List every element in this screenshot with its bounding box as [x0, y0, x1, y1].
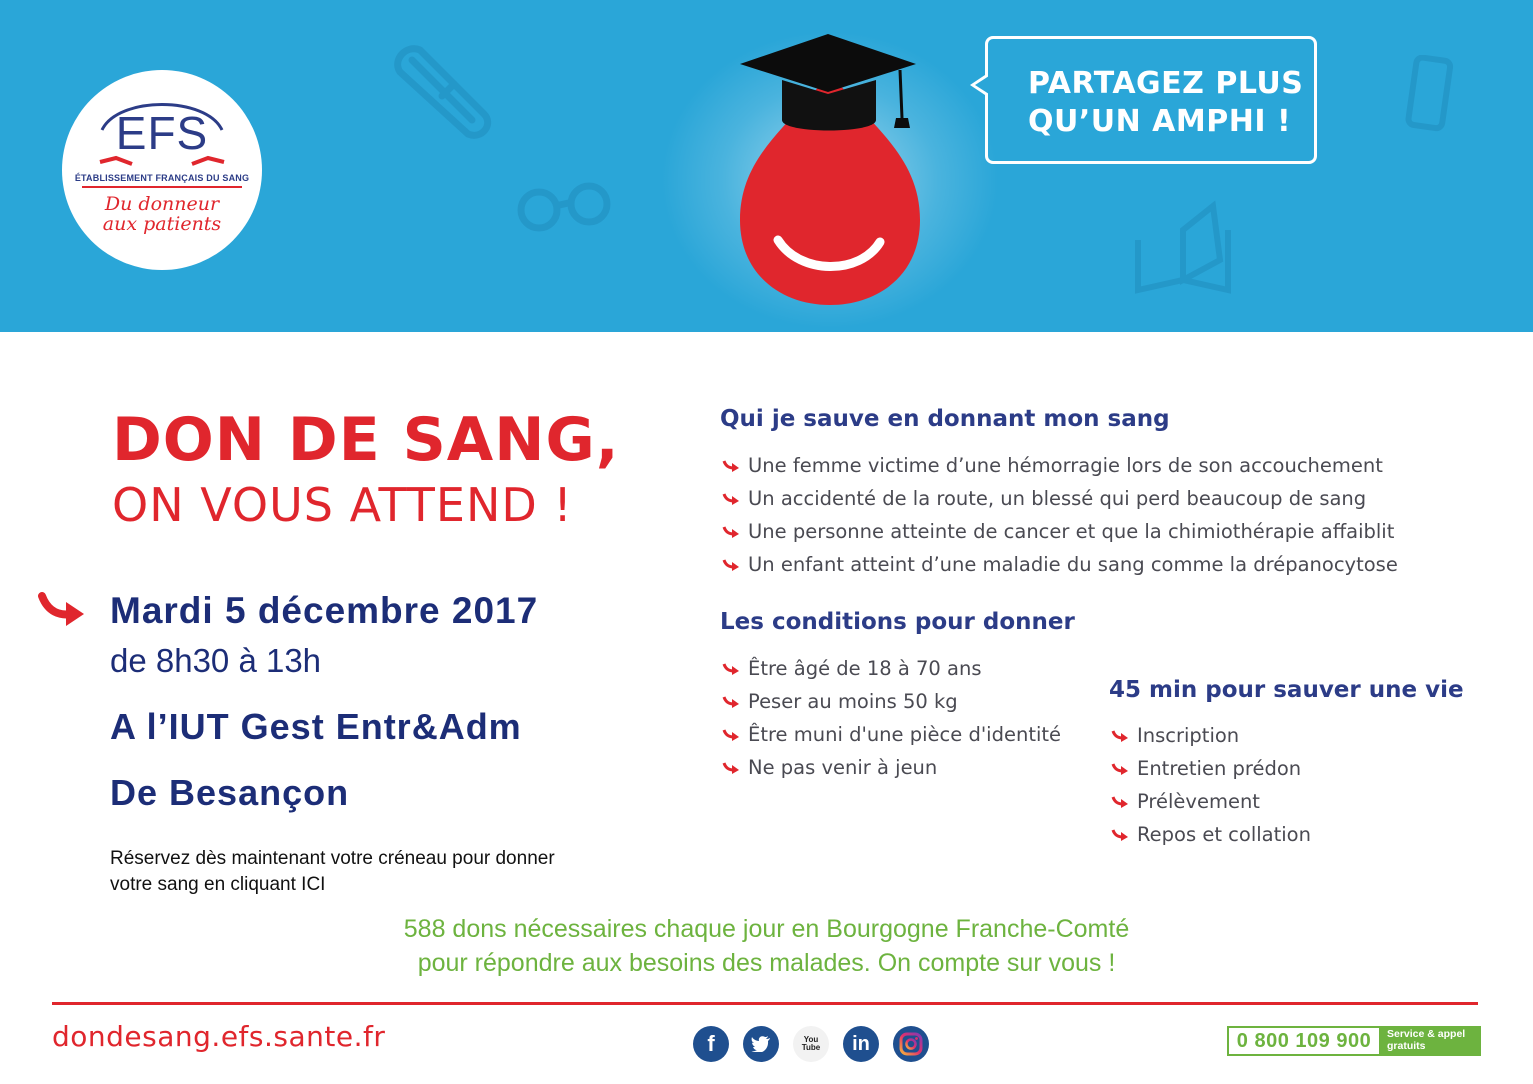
logo-full-name: ÉTABLISSEMENT FRANÇAIS DU SANG: [74, 173, 250, 183]
header-banner: [0, 0, 1533, 332]
logo-tagline-line2: aux patients: [102, 213, 222, 235]
footer-divider: [52, 1002, 1478, 1005]
conditions-list: [720, 652, 1061, 784]
list-item: Un accidenté de la route, un blessé qui perd beaucoup de sang: [720, 482, 1398, 515]
list-item: Prélèvement: [1109, 785, 1311, 818]
phone-number[interactable]: 0 800 109 900: [1227, 1026, 1381, 1056]
red-arrow-bullet-icon: [1111, 729, 1129, 743]
event-city: De Besançon: [110, 772, 350, 813]
facebook-icon[interactable]: f: [693, 1026, 729, 1062]
youtube-icon[interactable]: You Tube: [793, 1026, 829, 1062]
efs-logo: [62, 70, 262, 270]
event-time: de 8h30 à 13h: [110, 642, 322, 679]
slogan-bubble: [985, 36, 1317, 164]
list-item: Ne pas venir à jeun: [720, 751, 1061, 784]
steps-list: [1109, 719, 1311, 851]
instagram-icon[interactable]: [893, 1026, 929, 1062]
red-arrow-bullet-icon: [722, 728, 740, 742]
conditions-title: Les conditions pour donner: [720, 609, 1075, 635]
daily-need-note: [0, 912, 1533, 980]
event-date: Mardi 5 décembre 2017: [110, 590, 539, 631]
list-item: Un enfant atteint d’une maladie du sang comme la drépanocytose: [720, 548, 1398, 581]
list-item: Une personne atteinte de cancer et que la chimiothérapie affaiblit: [720, 515, 1398, 548]
red-arrow-bullet-icon: [722, 459, 740, 473]
curved-arrow-icon: [38, 592, 86, 628]
red-arrow-bullet-icon: [722, 492, 740, 506]
logo-red-swoosh-icon: [98, 152, 226, 168]
red-arrow-bullet-icon: [722, 662, 740, 676]
slogan-line1: PARTAGEZ PLUS: [1028, 66, 1304, 101]
glasses-icon: [515, 170, 615, 240]
red-arrow-bullet-icon: [722, 695, 740, 709]
reservation-line1: Réservez dès maintenant votre créneau pour donner: [110, 848, 555, 869]
who-title: Qui je sauve en donnant mon sang: [720, 406, 1170, 432]
need-line2: pour répondre aux besoins des malades. On compte sur vous !: [417, 949, 1116, 977]
reservation-link[interactable]: [110, 846, 650, 898]
headline-sub: ON VOUS ATTEND !: [112, 478, 573, 532]
headline-main: DON DE SANG,: [112, 405, 620, 475]
blood-drop-mascot: [730, 30, 930, 320]
phone-icon: [1400, 55, 1460, 135]
logo-tagline-line1: Du donneur: [104, 193, 220, 215]
list-item: Entretien prédon: [1109, 752, 1311, 785]
slogan-line2: QU’UN AMPHI !: [1028, 104, 1292, 139]
graduation-cap-icon: [740, 34, 916, 131]
diploma-scroll-icon: [392, 40, 502, 145]
twitter-icon[interactable]: [743, 1026, 779, 1062]
event-place: A l’IUT Gest Entr&Adm: [110, 706, 522, 747]
red-arrow-bullet-icon: [1111, 828, 1129, 842]
list-item: Être âgé de 18 à 70 ans: [720, 652, 1061, 685]
list-item: Une femme victime d’une hémorragie lors de son accouchement: [720, 449, 1398, 482]
need-line1: 588 dons nécessaires chaque jour en Bourgogne Franche-Comté: [403, 915, 1130, 943]
list-item: Peser au moins 50 kg: [720, 685, 1061, 718]
red-arrow-bullet-icon: [1111, 762, 1129, 776]
list-item: Repos et collation: [1109, 818, 1311, 851]
red-arrow-bullet-icon: [1111, 795, 1129, 809]
steps-title: 45 min pour sauver une vie: [1109, 677, 1464, 703]
who-list: [720, 449, 1398, 581]
website-link[interactable]: dondesang.efs.sante.fr: [52, 1020, 386, 1053]
open-book-icon: [1128, 200, 1238, 300]
free-call-badge: Service & appel gratuits: [1381, 1026, 1481, 1056]
red-arrow-bullet-icon: [722, 761, 740, 775]
logo-tagline: [62, 194, 262, 234]
logo-divider: [82, 186, 242, 188]
logo-acronym: EFS: [115, 107, 209, 159]
red-arrow-bullet-icon: [722, 525, 740, 539]
list-item: Être muni d'une pièce d'identité: [720, 718, 1061, 751]
red-arrow-bullet-icon: [722, 558, 740, 572]
list-item: Inscription: [1109, 719, 1311, 752]
linkedin-icon[interactable]: in: [843, 1026, 879, 1062]
reservation-line2[interactable]: votre sang en cliquant ICI: [110, 874, 326, 895]
